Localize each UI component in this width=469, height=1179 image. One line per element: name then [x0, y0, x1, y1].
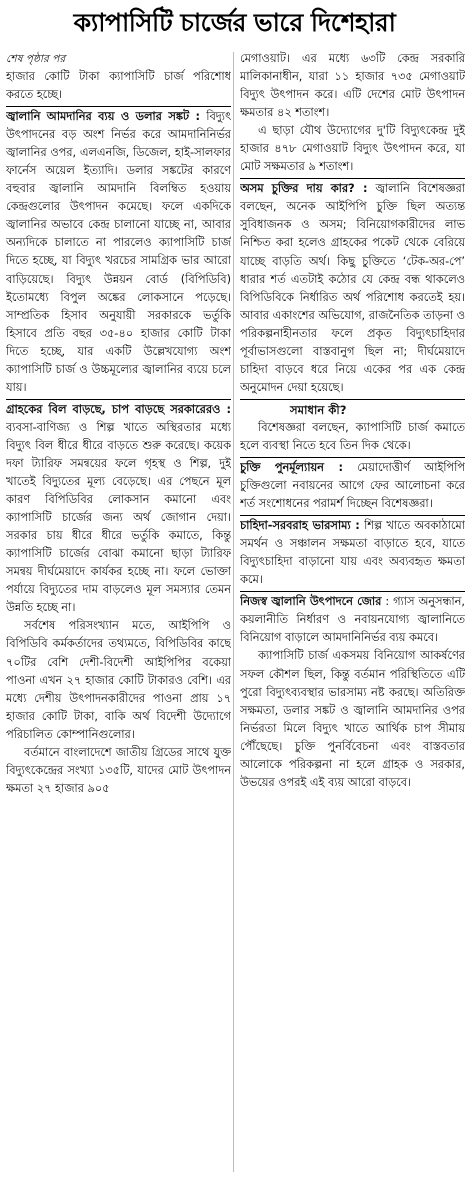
left-section-customer-bill	[6, 397, 231, 618]
right-section-own-fuel	[240, 589, 465, 647]
section-heading-own-fuel: নিজস্ব জ্বালানি উৎপাদনে জোর	[240, 595, 382, 609]
right-paragraph-2: এ ছাড়া যৌথ উদ্যোগের দু'টি বিদ্যুৎকেন্দ্র দুই হাজার ৪৭৮ মেগাওয়াট বিদ্যুৎ উৎপাদন করে, যা মোট সক্ষমতার ৯ শতাংশ।	[240, 124, 465, 174]
left-column	[6, 50, 231, 1175]
section-body-contract-review: মেয়াদোত্তীর্ণ আইপিপি চুক্তিগুলো নবায়নের আগে ফের আলোচনা করে শর্ত সংশোধনের পরামর্শ দিচ্ছেন বিশেষজ্ঞরা।	[240, 460, 465, 511]
section-heading-solution: সমাধান কী?	[290, 402, 347, 417]
section-body-own-fuel: : গ্যাস অনুসন্ধান, কয়লানীতি নির্ধারণ ও নবায়নযোগ্য জ্বালানিতে বিনিয়োগ বাড়ালে আমদানিনির্ভর ব্যয় কমবে।	[240, 595, 465, 645]
left-section-fuel-import	[6, 104, 231, 397]
continuation-note: শেষ পৃষ্ঠার পর	[6, 53, 66, 65]
section-heading-demand-supply: চাহিদা-সরবরাহ ভারসাম্য :	[240, 519, 360, 533]
section-body-fuel-import: বিদ্যুৎ উৎপাদনের বড় অংশ নির্ভর করে আমদানিনির্ভর জ্বালানির ওপর, এলএনজি, ডিজেল, হাই-সালফার ফার্নেস অয়েল ইত্যাদি। ডলার সঙ্কটের কারণে বহুবার জ্বালানি আমদানি বিলম্বিত হওয়ায় কেন্দ্রগুলোর উৎপাদন কমেছে। ফলে একদিকে জ্বালানির অভাবে কেন্দ্র চালানো যাচ্ছে না, আবার অন্যদিকে চালাতে না পারলেও ক্যাপাসিটি চার্জ দিতে হচ্ছে, যা বিদ্যুৎ খরচের সামগ্রিক ভার আরো বাড়িয়েছে। বিদ্যুৎ উন্নয়ন বোর্ড (বিপিডিবি) ইতোমধ্যে বিপুল অঙ্কের লোকসানে পড়েছে। সাম্প্রতিক হিসাব অনুযায়ী সরকারকে ভর্তুকি হিসাবে প্রতি বছর ৩৫-৪০ হাজার কোটি টাকা দিতে হচ্ছে, যার একটি উল্লেখযোগ্য অংশ ক্যাপাসিটি চার্জ ও উচ্চমূল্যের জ্বালানির ব্যয়ে চলে যায়।	[6, 110, 231, 394]
right-section-demand-supply	[240, 513, 465, 589]
right-section-unequal-contract	[240, 176, 465, 397]
left-paragraph-plants: বর্তমানে বাংলাদেশে জাতীয় গ্রিডের সাথে যুক্ত বিদ্যুৎকেন্দ্রের সংখ্যা ১৩৫টি, যাদের মোট উৎপাদন ক্ষমতা ২৭ হাজার ৯০৫	[6, 745, 231, 795]
right-paragraph-conclusion: ক্যাপাসিটি চার্জ একসময় বিনিয়োগ আকর্ষণের সফল কৌশল ছিল, কিন্তু বর্তমান পরিস্থিতিতে এটি পুরো বিদ্যুৎব্যবস্থার ভারসাম্য নষ্ট করছে। অতিরিক্ত সক্ষমতা, ডলার সঙ্কট ও জ্বালানি আমদানির ওপর নির্ভরতা মিলে বিদ্যুৎ খাতে আর্থিক চাপ সীমায় পৌঁছেছে। চুক্তি পুনর্বিবেচনা এবং বাস্তবতার আলোকে পরিকল্পনা না হলে গ্রাহক ও সরকার, উভয়ের ওপরই এই ব্যয় আরো বাড়বে।	[240, 649, 465, 789]
section-heading-fuel-import: জ্বালানি আমদানির ব্যয় ও ডলার সঙ্কট :	[6, 110, 201, 124]
section-heading-contract-review: চুক্তি পুনর্মূল্যায়ন :	[240, 460, 344, 474]
section-body-solution: বিশেষজ্ঞরা বলছেন, ক্যাপাসিটি চার্জ কমাতে হলে ব্যবস্থা নিতে হবে তিন দিক থেকে।	[240, 420, 465, 452]
column-divider	[233, 52, 234, 1172]
section-heading-unequal-contract: অসম চুক্তির দায় কার? :	[240, 182, 368, 196]
section-body-customer-bill: ব্যবসা-বাণিজ্য ও শিল্প খাতে অস্থিরতার মধ্যে বিদ্যুৎ বিল ধীরে ধীরে বাড়তে শুরু করেছে। কয়েক দফা ট্যারিফ সমন্বয়ের ফলে গৃহস্থ ও শিল্প, দুই খাতেই বিদ্যুতের মূল্য বেড়েছে। এর পেছনে মূল কারণ বিপিডিবির লোকসান কমানো এবং ক্যাপাসিটি চার্জের জন্য অর্থ জোগান দেয়া। সরকার চায় ধীরে ধীরে ভর্তুকি কমাতে, কিন্তু ক্যাপাসিটি চার্জের বোঝা কমানো ছাড়া ট্যারিফ সমন্বয় দীর্ঘমেয়াদে কার্যকর হচ্ছে না। ফলে ভোক্তা পর্যায়ে বিদ্যুতের দাম বাড়লেও মূল সমস্যার তেমন উন্নতি হচ্ছে না।	[6, 420, 231, 615]
section-heading-customer-bill: গ্রাহকের বিল বাড়ছে, চাপ বাড়ছে সরকারেরও :	[6, 402, 231, 416]
right-paragraph-1: মেগাওয়াট। এর মধ্যে ৬৩টি কেন্দ্র সরকারি মালিকানাধীন, যারা ১১ হাজার ৭৩৫ মেগাওয়াট বিদ্যুৎ উৎপাদন করে। এটি দেশের মোট উৎপাদন ক্ষমতার ৪২ শতাংশ।	[240, 52, 465, 120]
left-paragraph-statistics: সর্বশেষ পরিসংখ্যান মতে, আইপিপি ও বিপিডিবি কর্মকর্তাদের তথ্যমতে, বিপিডিবির কাছে ৭০টির বেশি দেশী-বিদেশী আইপিপির বকেয়া পাওনা এখন ২৭ হাজার কোটি টাকারও বেশি। এর মধ্যে দেশীয় উৎপাদনকারীদের পাওনা প্রায় ১৭ হাজার কোটি টাকা, বাকি অর্থ বিদেশী উদ্যোগে পরিচালিত কোম্পানিগুলোর।	[6, 619, 231, 741]
right-section-contract-review	[240, 455, 465, 513]
right-column	[240, 50, 465, 1175]
article-headline: ক্যাপাসিটি চার্জের ভারে দিশেহারা	[73, 7, 396, 37]
left-paragraph-1: হাজার কোটি টাকা ক্যাপাসিটি চার্জ পরিশোধ করতে হচ্ছে।	[6, 70, 231, 102]
section-body-unequal-contract: জ্বালানি বিশেষজ্ঞরা বলছেন, অনেক আইপিপি চুক্তি ছিল অত্যন্ত সুবিধাজনক ও অসম; বিনিয়োগকারীদের লাভ নিশ্চিত করা হলেও গ্রাহকের পকেট থেকে বেরিয়ে যাচ্ছে বাড়তি অর্থ। কিছু চুক্তিতে ‘টেক-অর-পে’ ধারার শর্ত এতটাই কঠোর যে কেন্দ্র বন্ধ থাকলেও বিপিডিবিকে নির্ধারিত অর্থ পরিশোধ করতেই হয়। আবার একাংশের অভিযোগ, রাজনৈতিক তাড়না ও পরিকল্পনাহীনতার ফলে প্রকৃত বিদ্যুৎচাহিদার পূর্বাভাসগুলো বাস্তবানুগ ছিল না; দীর্ঘমেয়াদে চাহিদা বাড়বে ধরে নিয়ে একের পর এক কেন্দ্র অনুমোদন দেয়া হয়েছে।	[240, 182, 465, 394]
section-body-demand-supply: শিল্প খাতে অবকাঠামো সমর্থন ও সঞ্চালন সক্ষমতা বাড়াতে হবে, যাতে বিদ্যুৎচাহিদা বাড়ানো যায় এবং অব্যবহৃত ক্ষমতা কমে।	[240, 519, 465, 587]
